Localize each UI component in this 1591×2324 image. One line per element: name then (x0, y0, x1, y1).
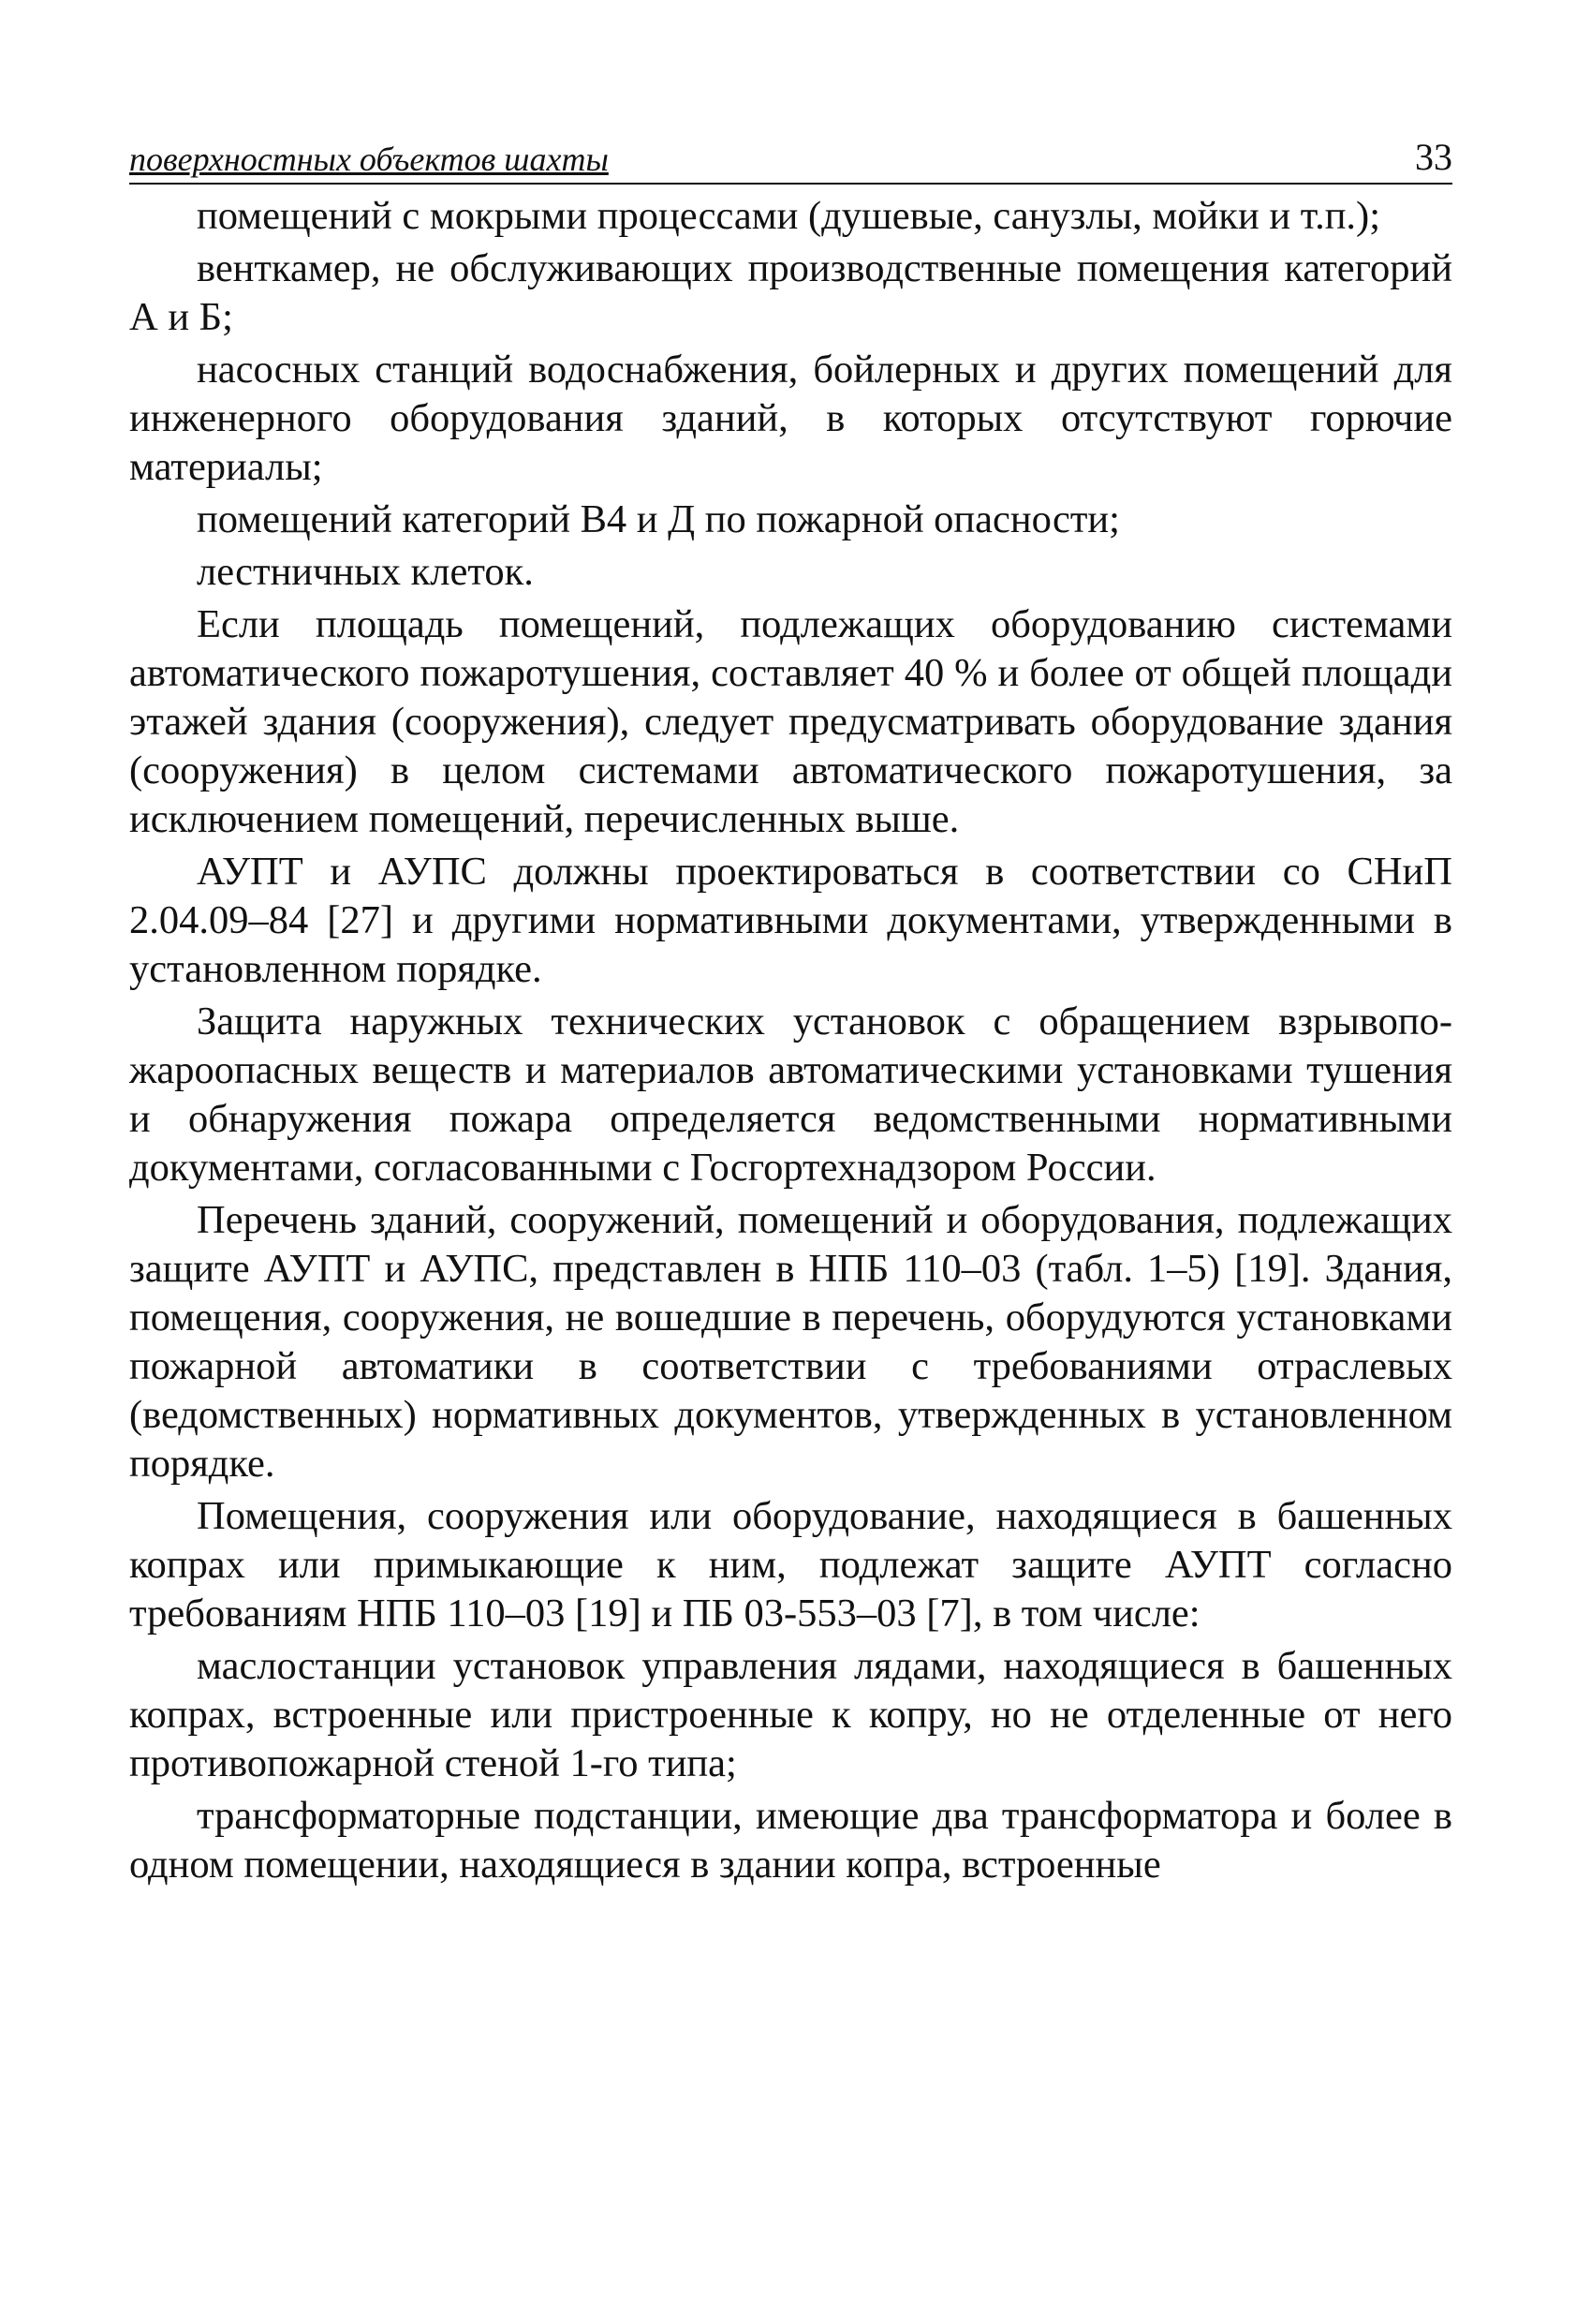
paragraph: помещений категорий В4 и Д по пожарной опасности; (197, 497, 1120, 541)
paragraph: венткамер, не обслуживающих производственные помещения категорий А и Б; (129, 246, 1452, 339)
body-text (129, 192, 1452, 1889)
running-header (129, 126, 1452, 185)
document-page (129, 126, 1452, 1893)
paragraph: лестничных клеток. (197, 550, 534, 594)
page-number: 33 (1415, 136, 1452, 178)
paragraph: Если площадь помещений, подлежащих оборудованию системами автоматического пожаротушения, составляет 40 % и более от общей площади этажей здания (сооружения), следует предусматривать оборудование здания (сооружения) в целом системами автоматического пожаротушения, за исключением помещений, перечисленных выше. (129, 602, 1452, 841)
paragraph: насосных станций водоснабжения, бойлерных и других помещений для инженерного оборудования зданий, в которых отсутствуют горючие материалы; (129, 348, 1452, 489)
paragraph: трансформаторные подстанции, имеющие два трансформатора и более в одном помещении, находящиеся в здании копра, встроенные (129, 1794, 1452, 1887)
paragraph: помещений с мокрыми процессами (душевые, санузлы, мойки и т.п.); (197, 194, 1381, 238)
paragraph: АУПТ и АУПС должны проектироваться в соответствии со СНиП 2.04.09–84 [27] и другими нормативными документами, утвержденными в установленном порядке. (129, 850, 1452, 991)
paragraph: маслостанции установок управления лядами, находящиеся в башенных копрах, встроенные или пристроенные к копру, но не отделенные от него противопожарной стеной 1-го типа; (129, 1644, 1452, 1785)
paragraph: Помещения, сооружения или оборудование, находящиеся в башенных копрах или примыкающие к ним, подлежат защите АУПТ согласно требованиям НПБ 110–03 [19] и ПБ 03-553–03 [7], в том числе: (129, 1494, 1452, 1636)
paragraph: Защита наружных технических установок с обращением взрывопожароопасных веществ и материалов автоматическими установками тушения и обнаружения пожара определяется ведомственными нормативными документами, согласованными с Госгортехнадзором России. (129, 999, 1452, 1190)
paragraph: Перечень зданий, сооружений, помещений и оборудования, подлежащих защите АУПТ и АУПС, представлен в НПБ 110–03 (табл. 1–5) [19]. Здания, помещения, сооружения, не вошедшие в перечень, оборудуются установками пожарной автоматики в соответствии с требованиями отраслевых (ведомственных) нормативных документов, утвержденных в установленном порядке. (129, 1198, 1452, 1486)
running-title: поверхностных объектов шахты (129, 141, 609, 178)
